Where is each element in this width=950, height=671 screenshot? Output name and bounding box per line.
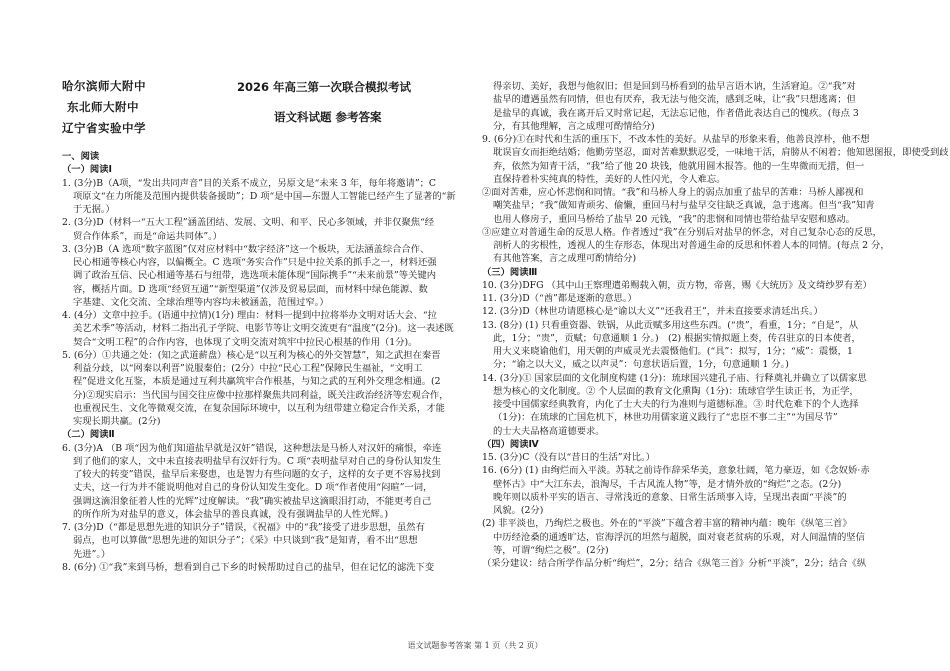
answer-line: 11. (3分)D（“酋”都是逐渐的意思。）: [482, 293, 637, 304]
answer-line: 6. (3分)A （B 项“因为他们知道盐早就是汉奸”错误，这种想法是马桥人对汉奸的痛恨，牵连: [62, 442, 442, 454]
right-answer-body: [482, 80, 949, 570]
answer-line: 8. (6分) ①“我”来到马桥，想看到自己下乡的时候帮助过自己的盐早，但在记忆的滤洗下变: [62, 561, 435, 573]
answer-line: 是盐早的真诚，我在离开后又时常记起，无法忘记他，作者借此表达自己的愧疚。(每点 3: [493, 107, 859, 119]
answer-line: 14. (3分)① 国家层面的文化制度构建 (1分)：琉球国兴建孔子庙、行释奠礼并确立了以儒家思: [482, 372, 867, 384]
answer-line: (2) 非平淡也，乃绚烂之极也。外在的“平淡”下蕴含着丰富的精神内蕴：晚年《纵笔三首》: [482, 518, 852, 530]
answer-line: 调了政治互信、民心相通等基石与纽带，选选项未能体现“国际携手”“未来前景”等关键内: [73, 270, 436, 282]
answer-line: 5. (6分）①共通之处：(知之武道薪盘）核心是“以互利为核心的外交智慧”，知之武担在秦晋: [62, 349, 441, 361]
answer-line: 剖析人的劣根性，透视人的生存形态，体现出对普通生命的反思和怀着人本的同情。(每点 2 分，: [493, 240, 890, 251]
document-header: [62, 0, 472, 150]
answer-line: 4. (4分）文章中拉手。(语通中拉情)(1分) 理由：材料一提到中拉将举办文明对话大会、“拉: [62, 310, 437, 321]
answer-line: 项原文“在力所能及范围内提供装备援助”；D 项“是中国—东盟人工智能已经产生了显著的“新: [73, 190, 456, 202]
section-heading: 一、阅读: [62, 151, 100, 162]
answer-line: 1. (3分)B（A项，“发出共同声音”目的关系不成立，另原文是“未来 3 年，每年将邀请”；C: [62, 177, 436, 189]
answer-line: 接受中国儒家经典教育，内化了士大夫的行为准则与道德标准。③ 时代危难下的个人选择: [493, 399, 859, 410]
answer-line: （1分)：在琉球的亡国危机下，林世功用儒家道义践行了“忠臣不事二主”“为国尽节”: [493, 412, 838, 424]
answer-line: 实现长期共赢。(2分): [73, 416, 161, 427]
answer-line: 得亲切、美好，我想与他叙旧；但是回到马桥看到的盐早言语木讷，生活窘迫。②“我”对: [493, 81, 856, 92]
answer-line: 先进”。）: [73, 548, 111, 560]
answer-line: 了较大的转变”错误，盐早后来娶患，也是智力有些问题的女子，这样的女子更不容易找到: [73, 469, 441, 480]
answer-line: 美艺术季”等活动，材料二指出孔子学院、电影节等让文明交流更有“温度”(2分)。这一表述既: [73, 323, 454, 335]
section-heading: （三）阅读Ⅲ: [482, 266, 538, 278]
answer-line: 于无据。）: [73, 204, 115, 215]
page-footer: 语文试题参考答案 第 1 页（共 2 页）: [407, 641, 543, 650]
school-name-1: 哈尔滨师大附中: [62, 79, 146, 93]
left-answer-body: [62, 150, 472, 574]
section-heading: （二）阅读Ⅱ: [62, 429, 115, 441]
answer-line: 等，可谓“绚烂之极”。(2分): [493, 544, 609, 556]
answer-line: 风貌。(2分): [493, 505, 544, 516]
answer-line: 嘲笑盐早；“我”做知青顽劣、偷懒，重回马村与盐早交往缺乏真诚，急于逃离。但当“我”知青: [493, 200, 875, 212]
answer-line: （采分建议：结合所学作品分析“绚烂”，2分；结合《纵笔三首》分析“平淡”，2分；结合《纵: [482, 558, 867, 569]
answer-line: 2. (3分)D（材料一“五大工程”涵盖团结、发展、文明、和平、民心多领域，并非仅聚焦“经: [62, 217, 435, 229]
answer-line: 12. (3分)D（林世功请愿核心是“谕以大义”“还我君王”，并未直接要求清廷出兵。）: [482, 306, 823, 318]
answer-line: 用大义来晓谕他们，用天朝的声威灵光去震慑他们。(“具”：拟写，1分；“威”：震慑，1: [493, 346, 853, 357]
answer-line: 分，有其他理解，言之成理可酌情给分): [493, 120, 655, 132]
answer-line: 程”促进文化互鉴，本质是通过互利共赢筑牢合作根基，与知之武的互利外交理念相通。(2: [73, 376, 441, 388]
answer-line: 也用人修房子，重回马桥给了盐早 20 元钱，“我”的悲悯和同情也带给盐早安慰和感动。: [493, 213, 855, 225]
right-column: [482, 80, 949, 570]
answer-line: 想为核心的文化制度。② 个人层面的教育文化熏陶（1分)：琉球官学生读正书，为正学，: [493, 385, 859, 397]
answer-line: ②面对苦难，应心怀悲悯和同情。“我”和马桥人身上的弱点加重了盐早的苦难：马桥人鄙视和: [482, 187, 864, 198]
section-heading: （四）阅读Ⅳ: [482, 438, 539, 450]
answer-line: 弱点，也可以算做“思想先进的知识分子”；《采》中只谈到“我”是知青，看不出“思想: [73, 535, 418, 547]
answer-line: 耽误盲女而拒绝结婚；他勤劳坚忍，面对苦难默默忍受，一味地干活，肩膀从不闲着；他知恩图报，即使受到歧: [493, 147, 949, 159]
answer-line: 丈夫，这一行为并不能说明他对自己的身份认知发生变化。D 项“作者使用“闷暄”一词，: [73, 482, 433, 494]
left-column: [62, 0, 472, 574]
answer-line: 壁怀古》中“大江东去，浪淘尽，千古风流人物”等，是才情外放的“绚烂”之态。(2分): [493, 478, 842, 490]
answer-line: 容，概括片面。D 选项“经贸互通”“新型渠道”仅涉及贸易层面，而材料中绿色能源、数: [73, 283, 428, 295]
answer-line: 到了他们的家人，文中未直接表明盐早有汉奸行为。C 项“表明盐早对自己的身份认知发生: [73, 455, 442, 467]
answer-line: 分；“谕之以大义，威之以声灵”：句意状语后置，1分，句意通顺 1 分。): [493, 359, 789, 371]
answer-line: 民心相通等核心内容，以偏概全。C 选项“务实合作”只是中拉关系的抓手之一，材料还强: [73, 257, 437, 268]
answer-line: 16. (6分) (1) 由绚烂而入平淡。苏轼之前诗作辞采华美，意象壮阔，笔力豪迈，如《念奴娇·赤: [482, 465, 870, 477]
answer-line: 15. (3分)C（没有以“昔日的生活”对比。）: [482, 452, 656, 463]
answer-line: 贸合作体系”，而是“命运共同体”。）: [73, 230, 223, 242]
answer-line: 分)②现实启示：当代国与国交往应像中拉那样聚焦共同利益，既关注政治经济等宏观合作，: [73, 389, 449, 401]
answer-line: 的所作所为对盐早的意义，体会盐早的善良真诚，没有强调盐早的人性光辉。): [73, 508, 389, 520]
answer-line: 直保持着朴实纯真的特性，美好的人性闪光，令人难忘。: [493, 173, 726, 185]
answer-line: 7. (3分)D（“都是思想先进的知识分子”错误，《祝福》中的“我”接受了进步思想，虽然有: [62, 522, 425, 533]
answer-line: 13. (8分) (1) 只看重资器、铁锅，从此贡赋多用这些东西。(“贵”，看重，1分；“自是”，从: [482, 319, 859, 331]
answer-key-subtitle: 语文科试题 参考答案: [274, 110, 382, 124]
school-name-3: 辽宁省实验中学: [62, 121, 146, 135]
answer-line: ③应建立对普通生命的反思人格。作者透过“我”在分别后对盐早的怀念，对自己复杂心态的反思，: [482, 226, 882, 238]
section-heading: （一）阅读Ⅰ: [62, 164, 112, 176]
answer-line: 强调这滴泪象征着人性的光辉”过度解读。“我”确实被盐早这滴眼泪打动，不能更考自己: [73, 495, 432, 507]
answer-line: 9. (6分)①在时代和生活的重压下，不改本性的美好。从盐早的形象来看，他善良淳朴，他不想: [482, 134, 870, 145]
answer-line: 契合“文明工程”的合作内容，也体现了文明交流对筑牢中拉民心根基的作用（1分)。: [73, 336, 418, 348]
exam-title: 2026 年高三第一次联合模拟考试: [237, 80, 412, 94]
answer-line: 利益分歧，以“网秦以利晋”说服秦伯；(2分）中拉“民心工程”保障民生福祉，“文明工: [73, 363, 423, 374]
school-name-2: 东北师大附中: [67, 100, 139, 114]
answer-line: 字基建、文化交流、全球治理等内容均未被涵盖，范围过窄。）: [73, 296, 329, 308]
answer-line: 中历经沧桑的通透旷达，宦海浮沉的坦然与超脱，面对衰老贫病的乐观，对人间温情的坚信: [493, 531, 865, 543]
answer-line: 10. (3分)DFG （其中山王察理遣弟赐载入朝，贡方物，帝喜，赐《大统历》及文绮纱罗有差）: [482, 279, 872, 291]
answer-line: 有其他答案，言之成理可酌情给分): [493, 253, 637, 265]
answer-line: 也重视民生、文化等微观交流，在复杂国际环境中，以互利为纽带建立稳定合作关系，才能: [73, 402, 445, 414]
answer-line: 此，1分；“贵”，贡赋；句意通顺 1 分。) (2) 根据实情拟题上奏，传召驻京的日本使者，: [493, 332, 861, 344]
answer-line: 的士大夫品格高道德要求。: [493, 425, 605, 437]
answer-line: 弃，依然为知青干活，“我”给了他 20 块钱，他就用圆木报答。他的一生卑微而无措，但一: [493, 160, 865, 172]
answer-line: 盐早的遭遇虽然有同情，但也有厌弃，我无法与他交流，感到乏味，让“我”只想逃离；但: [493, 94, 856, 106]
answer-line: 3. (3分)B（A 选项“数字蓝图”仅对应材料中“数字经济”这一个板块，无法涵盖综合合作、: [62, 243, 430, 255]
answer-line: 晚年则以质朴平实的语言、寻常浅近的意象、日常生活琐事入诗，呈现出表面“平淡”的: [493, 491, 847, 503]
